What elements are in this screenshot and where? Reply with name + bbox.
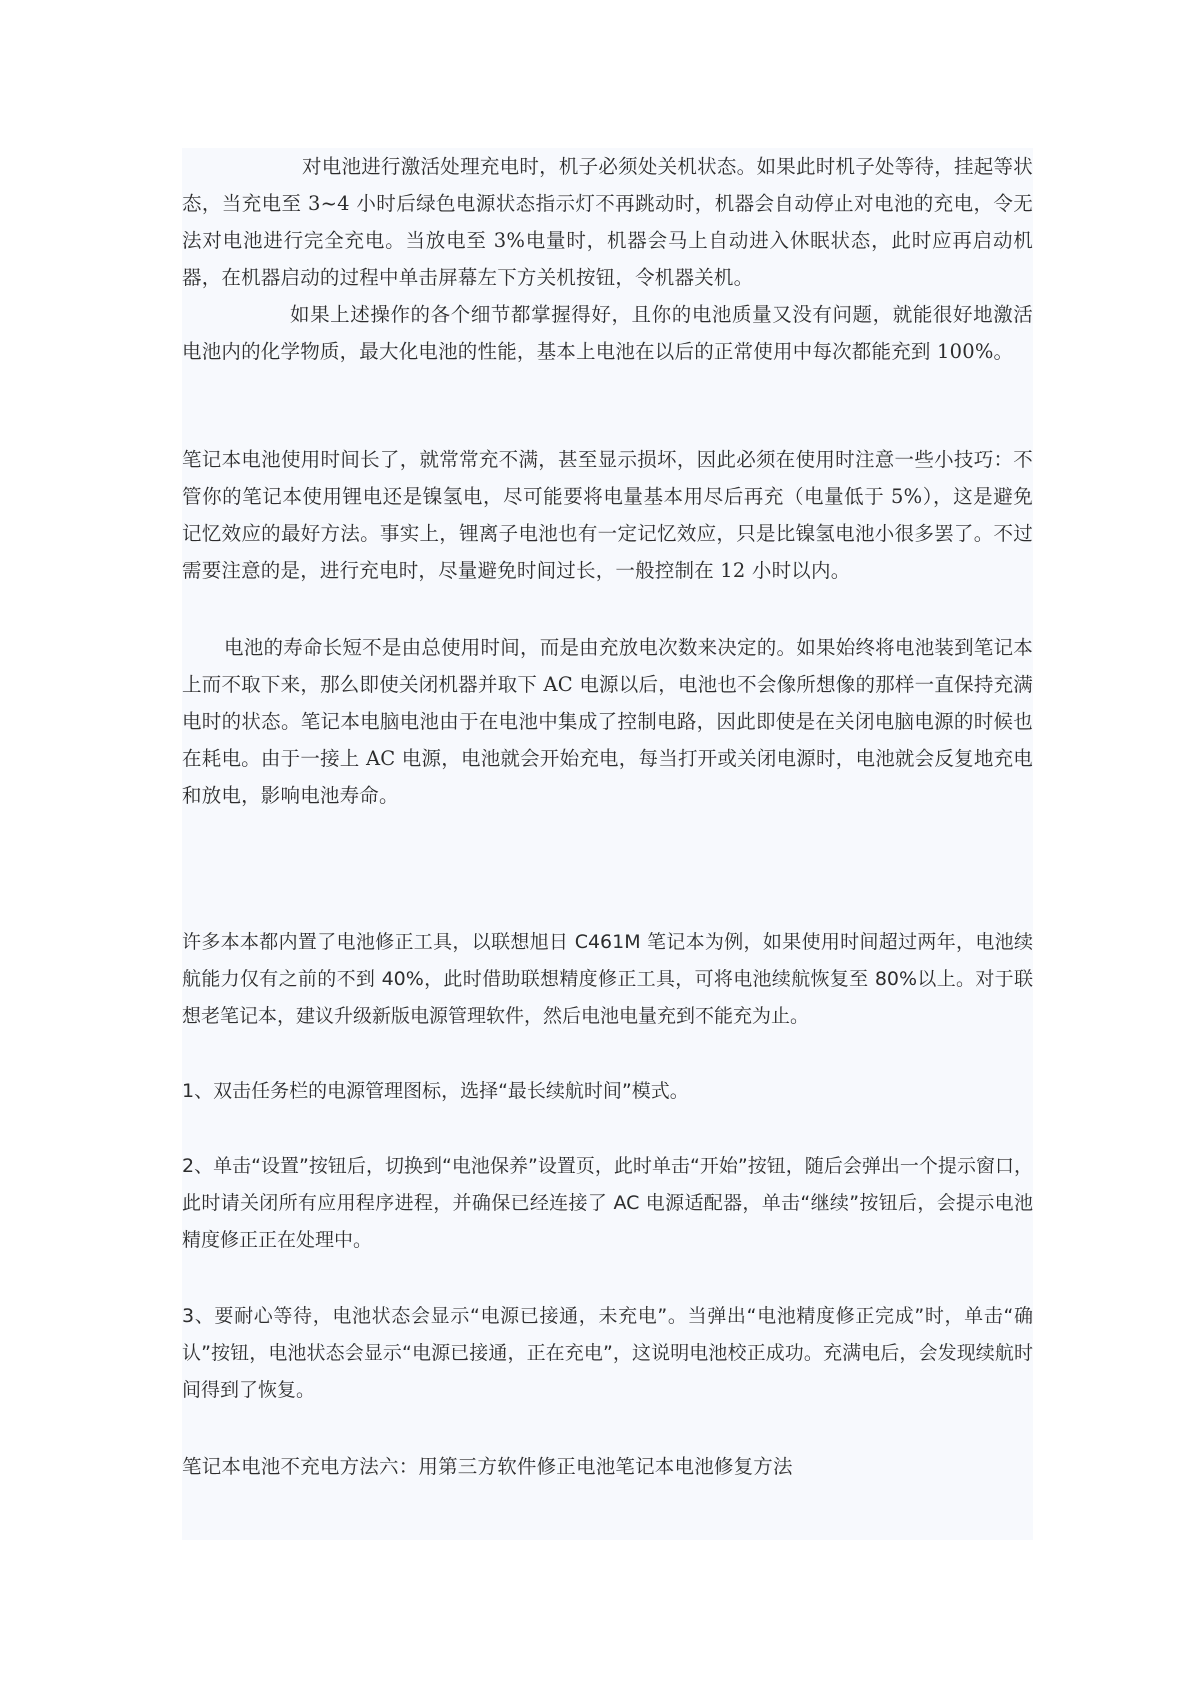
step-1: 1、双击任务栏的电源管理图标，选择“最长续航时间”模式。 [182,1080,689,1102]
article-body [182,148,1033,1540]
paragraph-charging-tips: 笔记本电池使用时间长了，就常常充不满，甚至显示损坏，因此必须在使用时注意一些小技巧：不管你的笔记本使用锂电还是镍氢电，尽可能要将电量基本用尽后再充（电量低于 5%），这是避免记忆效应的最好方法。事实上，锂离子电池也有一定记忆效应，只是比镍氢电池小很多罢了。不过需要注意的是，进行充电时，尽量避免时间过长，一般控制在 12 小时以内。 [182,448,1033,582]
paragraph-activation-result: 如果上述操作的各个细节都掌握得好，且你的电池质量又没有问题，就能很好地激活电池内的化学物质，最大化电池的性能，基本上电池在以后的正常使用中每次都能充到 100%。 [182,303,1033,363]
paragraph-battery-activation: 对电池进行激活处理充电时，机子必须处关机状态。如果此时机子处等待，挂起等状态，当充电至 3~4 小时后绿色电源状态指示灯不再跳动时，机器会自动停止对电池的充电，令无法对电池进行完全充电。当放电至 3%电量时，机器会马上自动进入休眠状态，此时应再启动机器，在机器启动的过程中单击屏幕左下方关机按钮，令机器关机。 [182,155,1033,289]
step-2: 2、单击“设置”按钮后，切换到“电池保养”设置页，此时单击“开始”按钮，随后会弹出一个提示窗口，此时请关闭所有应用程序进程，并确保已经连接了 AC 电源适配器，单击“继续”按钮后，会提示电池精度修正正在处理中。 [182,1155,1033,1251]
paragraph-battery-lifespan: 电池的寿命长短不是由总使用时间，而是由充放电次数来决定的。如果始终将电池装到笔记本上而不取下来，那么即使关闭机器并取下 AC 电源以后，电池也不会像所想像的那样一直保持充满电时的状态。笔记本电脑电池由于在电池中集成了控制电路，因此即使是在关闭电脑电源的时候也在耗电。由于一接上 AC 电源，电池就会开始充电，每当打开或关闭电源时，电池就会反复地充电和放电，影响电池寿命。 [182,636,1033,807]
step-3: 3、要耐心等待，电池状态会显示“电源已接通，未充电”。当弹出“电池精度修正完成”时，单击“确认”按钮，电池状态会显示“电源已接通，正在充电”，这说明电池校正成功。充满电后，会发现续航时间得到了恢复。 [182,1305,1033,1401]
paragraph-calibration-tool: 许多本本都内置了电池修正工具，以联想旭日 C461M 笔记本为例，如果使用时间超过两年，电池续航能力仅有之前的不到 40%，此时借助联想精度修正工具，可将电池续航恢复至 80%以上。对于联想老笔记本，建议升级新版电源管理软件，然后电池电量充到不能充为止。 [182,931,1033,1027]
section-heading-method-six: 笔记本电池不充电方法六：用第三方软件修正电池笔记本电池修复方法 [182,1455,793,1478]
